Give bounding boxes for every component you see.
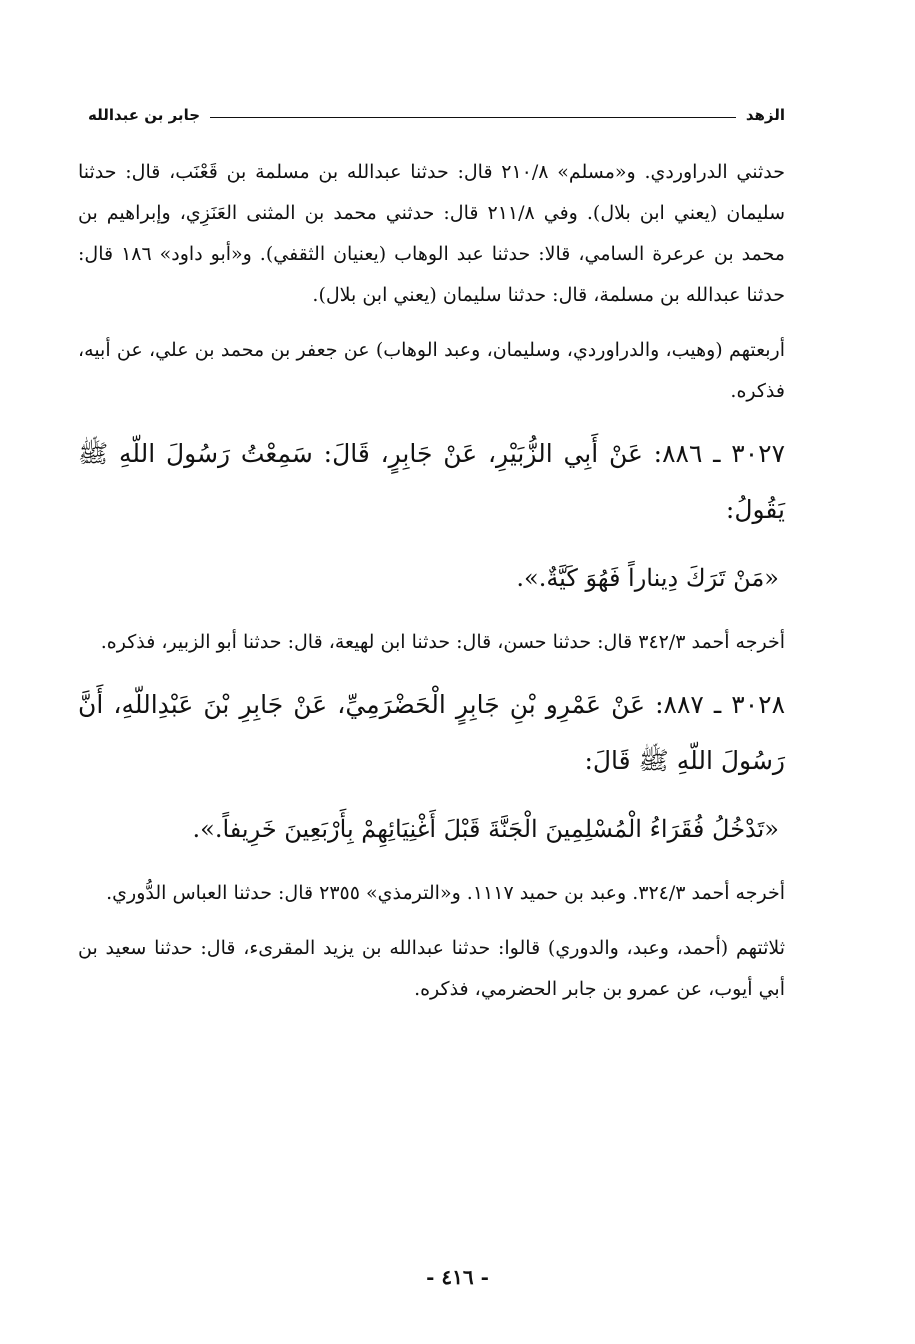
matn-3027: «مَنْ تَرَكَ دِيناراً فَهُوَ كَيَّةٌ.». xyxy=(516,564,779,592)
book-title: الزهد xyxy=(745,106,785,124)
page-body xyxy=(78,152,785,1024)
chapter-title: جابر بن عبدالله xyxy=(88,106,201,124)
takhrij-continued: حدثني الدراوردي. و«مسلم» ٢١٠/٨ قال: حدثنا عبدالله بن مسلمة بن قَعْنَب، قال: حدثنا سليمان (يعني ابن بلال). وفي ٢١١/٨ قال: حدثني محمد بن المثنى العَنَزِي، وإبراهيم بن محمد بن عرعرة السامي، قالا: حدثنا عبد الوهاب (يعنيان الثقفي). و«أبو داود» ١٨٦ قال: حدثنا عبدالله بن مسلمة، قال: حدثنا سليمان (يعني ابن بلال). xyxy=(78,161,785,306)
page-number: - ٤١٦ - xyxy=(426,1265,489,1289)
takhrij-3027: أخرجه أحمد ٣٤٢/٣ قال: حدثنا حسن، قال: حدثنا ابن لهيعة، قال: حدثنا أبو الزبير، فذكره. xyxy=(100,631,785,653)
header-rule xyxy=(210,117,736,118)
running-head xyxy=(88,100,785,130)
matn-3028: «تَدْخُلُ فُقَرَاءُ الْمُسْلِمِينَ الْجَنَّةَ قَبْلَ أَغْنِيَائِهِمْ بِأَرْبَعِينَ خَرِيفاً.». xyxy=(192,815,779,843)
isnad-summary: أربعتهم (وهيب، والدراوردي، وسليمان، وعبد الوهاب) عن جعفر بن محمد بن علي، عن أبيه، فذكره. xyxy=(78,339,785,402)
hadith-3028: ٣٠٢٨ ـ ٨٨٧: عَنْ عَمْرِو بْنِ جَابِرٍ الْحَضْرَمِيِّ، عَنْ جَابِرِ بْنَ عَبْدِاللّهِ، أَنَّ رَسُولَ اللّهِ ﷺ قَالَ: xyxy=(78,690,786,775)
isnad-summary-3028: ثلاثتهم (أحمد، وعبد، والدوري) قالوا: حدثنا عبدالله بن يزيد المقرىء، قال: حدثنا سعيد بن أبي أيوب، عن عمرو بن جابر الحضرمي، فذكره. xyxy=(78,937,785,1000)
hadith-3027: ٣٠٢٧ ـ ٨٨٦: عَنْ أَبِي الزُّبَيْرِ، عَنْ جَابِرٍ، قَالَ: سَمِعْتُ رَسُولَ اللّهِ ﷺ يَقُولُ: xyxy=(78,439,785,524)
takhrij-3028: أخرجه أحمد ٣٢٤/٣. وعبد بن حميد ١١١٧. و«الترمذي» ٢٣٥٥ قال: حدثنا العباس الدُّوري. xyxy=(106,882,785,904)
